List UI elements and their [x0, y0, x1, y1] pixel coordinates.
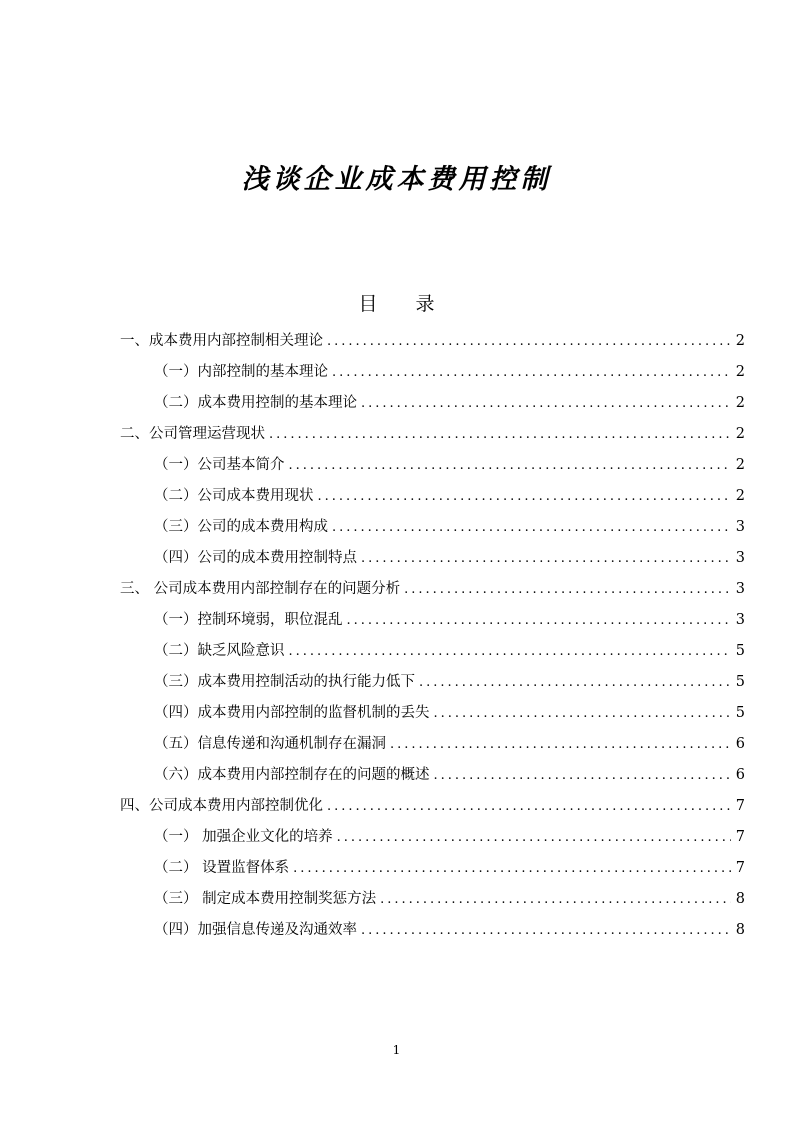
toc-entry[interactable]	[120, 357, 745, 388]
toc-entry-label: 四、公司成本费用内部控制优化	[120, 798, 323, 814]
toc-entry[interactable]	[120, 574, 745, 605]
toc-entry-label: 一、成本费用内部控制相关理论	[120, 333, 323, 349]
toc-entry-page: 3	[735, 612, 745, 628]
toc-entry-label: 二、公司管理运营现状	[120, 426, 265, 442]
toc-entry[interactable]	[120, 822, 745, 853]
toc-dot-leader	[332, 357, 731, 388]
toc-entry-label: 三、 公司成本费用内部控制存在的问题分析	[120, 581, 401, 597]
toc-entry-label: （一） 加强企业文化的培养	[154, 829, 333, 845]
toc-dot-leader	[380, 884, 731, 915]
toc-entry[interactable]	[120, 388, 745, 419]
toc-entry[interactable]	[120, 915, 745, 946]
toc-entry-page: 7	[735, 860, 745, 876]
toc-entry-label: （三）公司的成本费用构成	[154, 519, 328, 535]
toc-entry-page: 3	[735, 550, 745, 566]
toc-entry-label: （四）公司的成本费用控制特点	[154, 550, 357, 566]
toc-dot-leader	[327, 791, 731, 822]
toc-entry[interactable]	[120, 326, 745, 357]
toc-entry[interactable]	[120, 884, 745, 915]
page-title: 浅谈企业成本费用控制	[241, 164, 552, 195]
toc-entry-page: 2	[735, 364, 745, 380]
toc-dot-leader	[293, 853, 731, 884]
toc-entry[interactable]	[120, 419, 745, 450]
toc-entry-page: 5	[735, 643, 745, 659]
toc-entry-label: （一）公司基本简介	[154, 457, 285, 473]
toc-entry-page: 2	[735, 333, 745, 349]
toc-dot-leader	[332, 512, 731, 543]
toc-entry[interactable]	[120, 543, 745, 574]
toc-dot-leader	[361, 543, 731, 574]
toc-entry-page: 2	[735, 395, 745, 411]
toc-dot-leader	[419, 667, 731, 698]
toc-entry[interactable]	[120, 853, 745, 884]
toc-dot-leader	[434, 698, 732, 729]
toc-entry-page: 3	[735, 519, 745, 535]
toc-dot-leader	[361, 915, 731, 946]
toc-entry[interactable]	[120, 760, 745, 791]
toc-dot-leader	[434, 760, 732, 791]
toc-entry-label: （三）成本费用控制活动的执行能力低下	[154, 674, 415, 690]
toc-dot-leader	[289, 636, 732, 667]
toc-entry-label: （二）缺乏风险意识	[154, 643, 285, 659]
toc-heading: 目 录	[358, 293, 451, 315]
toc-dot-leader	[269, 419, 731, 450]
toc-entry[interactable]	[120, 481, 745, 512]
toc-entry-label: （三） 制定成本费用控制奖惩方法	[154, 891, 377, 907]
toc-entry-page: 5	[735, 674, 745, 690]
toc-entry-page: 7	[735, 798, 745, 814]
toc-entry[interactable]	[120, 512, 745, 543]
toc-entry-label: （五）信息传递和沟通机制存在漏洞	[154, 736, 386, 752]
toc-entry-label: （二）公司成本费用现状	[154, 488, 314, 504]
toc-entry[interactable]	[120, 667, 745, 698]
toc-dot-leader	[361, 388, 731, 419]
toc-entry[interactable]	[120, 605, 745, 636]
toc-dot-leader	[318, 481, 732, 512]
toc-entry-page: 2	[735, 488, 745, 504]
toc-entry-page: 8	[735, 922, 745, 938]
toc-entry-page: 2	[735, 426, 745, 442]
toc-entry-page: 3	[735, 581, 745, 597]
toc-entry[interactable]	[120, 636, 745, 667]
toc-dot-leader	[289, 450, 732, 481]
toc-dot-leader	[347, 605, 732, 636]
toc-entry[interactable]	[120, 791, 745, 822]
toc-entry-page: 8	[735, 891, 745, 907]
toc-entry-label: （一）内部控制的基本理论	[154, 364, 328, 380]
toc-dot-leader	[337, 822, 731, 853]
toc-entry-label: （四）加强信息传递及沟通效率	[154, 922, 357, 938]
toc-entry[interactable]	[120, 698, 745, 729]
toc-entry-page: 6	[735, 767, 745, 783]
toc-entry-page: 7	[735, 829, 745, 845]
toc-entry[interactable]	[120, 450, 745, 481]
toc-entry[interactable]	[120, 729, 745, 760]
toc-entry-page: 5	[735, 705, 745, 721]
toc-entry-label: （六）成本费用内部控制存在的问题的概述	[154, 767, 430, 783]
table-of-contents	[120, 326, 745, 946]
page-number: 1	[392, 1043, 401, 1057]
toc-entry-label: （二） 设置监督体系	[154, 860, 290, 876]
toc-dot-leader	[327, 326, 731, 357]
toc-entry-page: 2	[735, 457, 745, 473]
toc-entry-page: 6	[735, 736, 745, 752]
toc-entry-label: （二）成本费用控制的基本理论	[154, 395, 357, 411]
toc-entry-label: （一）控制环境弱，职位混乱	[154, 612, 343, 628]
toc-dot-leader	[404, 574, 731, 605]
toc-dot-leader	[390, 729, 731, 760]
toc-entry-label: （四）成本费用内部控制的监督机制的丢失	[154, 705, 430, 721]
